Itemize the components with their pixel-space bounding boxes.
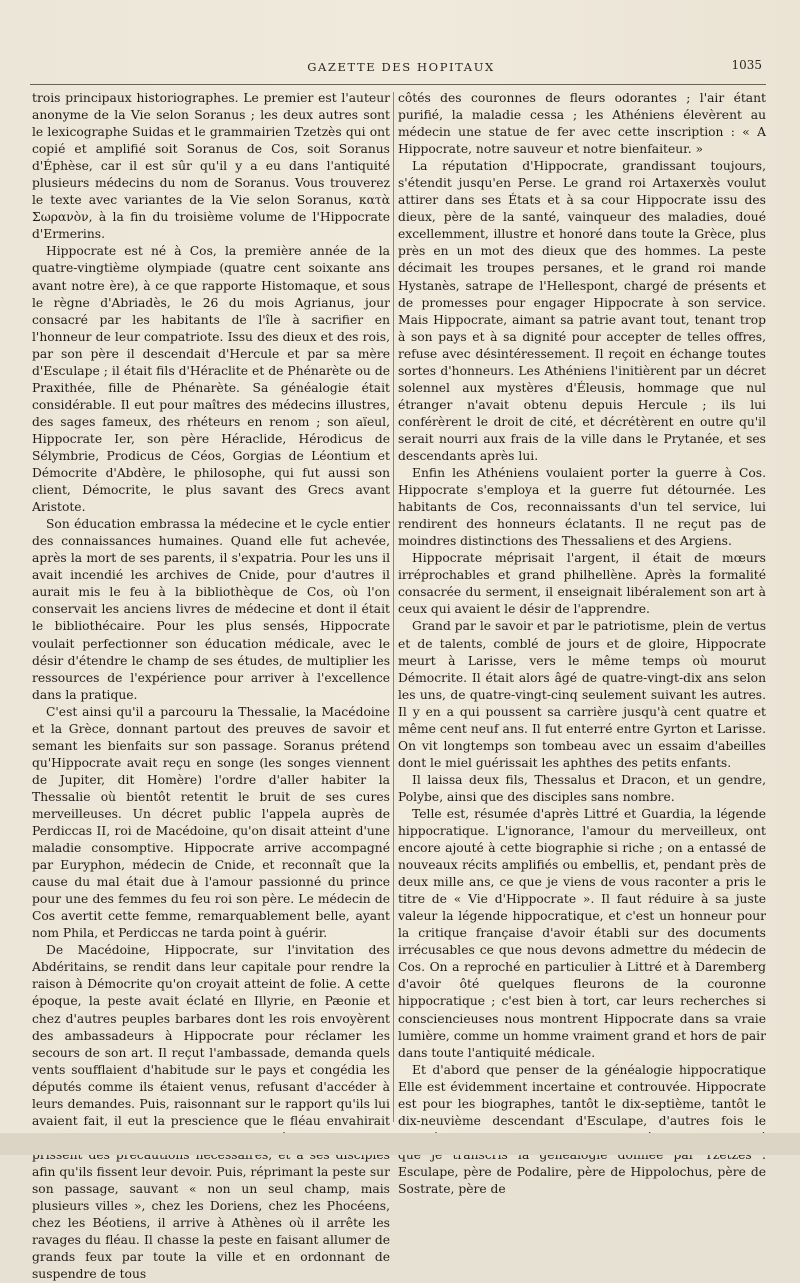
paragraph: Son éducation embrassa la médecine et le cycle entier des connaissances humaines. Quand elle fut achevée, après la mort de ses parents, il s'expatria. Pour les uns il avait incendié les archives de Cnide, pour d'autres il aurait mis le feu à la bibliothèque de Cos, où l'on conservait les anciens livres de médecine et dont il était le bibliothécaire. Pour les plus sensés, Hippocrate voulait perfectionner son éducation médicale, avec le désir d'étendre le champ de ses études, de multiplier les ressources de l'expérience pour arriver à l'excellence dans la pratique. (32, 517, 390, 702)
right-column (398, 90, 766, 1198)
journal-title: GAZETTE DES HOPITAUX (307, 60, 495, 74)
page-header (32, 58, 770, 82)
paragraph: côtés des couronnes de fleurs odorantes ; l'air étant purifié, la maladie cessa ; les Athéniens élevèrent au médecin une statue de fer avec cette inscription : « A Hippocrate, notre sauveur et notre bienfaiteur. » (398, 91, 766, 157)
header-rule (30, 84, 766, 85)
paragraph: Il laissa deux fils, Thessalus et Dracon, et un gendre, Polybe, ainsi que des disciples sans nombre. (398, 772, 766, 804)
paragraph: C'est ainsi qu'il a parcouru la Thessalie, la Macédoine et la Grèce, donnant partout des preuves de savoir et semant les bienfaits sur son passage. Soranus prétend qu'Hippocrate avait reçu en songe (les songes viennent de Jupiter, dit Homère) l'ordre d'aller habiter la Thessalie où bientôt retentit le bruit de ses cures merveilleuses. Un décret public l'appela auprès de Perdiccas II, roi de Macédoine, qu'on disait atteint d'une maladie consomptive. Hippocrate arrive accompagné par Euryphon, médecin de Cnide, et reconnaît que la cause du mal était due à l'amour passionné du prince pour une des femmes du feu roi son père. Le médecin de Cos avertit cette femme, remarquablement belle, ayant nom Phila, et Perdiccas ne tarda point à guérir. (32, 704, 390, 941)
paragraph: La réputation d'Hippocrate, grandissant toujours, s'étendit jusqu'en Perse. Le grand roi Artaxerxès voulut attirer dans ses États et à sa cour Hippocrate issu des dieux, père de la santé, vainqueur des maladies, doué excellemment, illustre et honoré dans toute la Grèce, plus près en un mot des dieux que des hommes. La peste décimait les troupes persanes, et le grand roi mande Hystanès, satrape de l'Hellespont, chargé de présents et de promesses pour engager Hippocrate à son service. Mais Hippocrate, aimant sa patrie avant tout, tenant trop à son pays et à sa dignité pour accepter de telles offres, refuse avec désintéressement. Il reçoit en échange toutes sortes d'honneurs. Les Athéniens l'initièrent par un décret solennel aux mystères d'Éleusis, hommage que nul étranger n'avait obtenu depuis Hercule ; ils lui conférèrent le droit de cité, et décrétèrent en outre qu'il serait nourri aux frais de la ville dans le Prytanée, et ses descendants après lui. (398, 159, 766, 463)
paragraph: trois principaux historiographes. Le premier est l'auteur anonyme de la Vie selon Soranus ; les deux autres sont le lexicographe Suidas et le grammairien Tzetzès qui ont copié et amplifié soit Soranus de Cos, soit Soranus d'Éphèse, car il est sûr qu'il y a eu dans l'antiquité plusieurs médecins du nom de Soranus. Vous trouverez le texte avec variantes de la Vie selon Soranus, κατὰ Σωρανὸν, à la fin du troisième volume de l'Hippocrate d'Ermerins. (32, 91, 390, 242)
paragraph: Hippocrate méprisait l'argent, il était de mœurs irréprochables et grand philhellène. Après la formalité consacrée du serment, il enseignait libéralement son art à ceux qui avaient le désir de l'apprendre. (398, 551, 766, 617)
paragraph: Telle est, résumée d'après Littré et Guardia, la légende hippocratique. L'ignorance, l'amour du merveilleux, ont encore ajouté à cette biographie si riche ; on a entassé de nouveaux récits amplifiés ou embellis, et, pendant près de deux mille ans, ce que je viens de vous raconter a pris le titre de « Vie d'Hippocrate ». Il faut réduire à sa juste valeur la légende hippocratique, et c'est un honneur pour la critique française d'avoir établi sur des documents irrécusables ce que nous devons admettre du médecin de Cos. On a reproché en particulier à Littré et à Daremberg d'avoir ôté quelques fleurons de la couronne hippocratique ; c'est bien à tort, car leurs recherches si consciencieuses nous montrent Hippocrate dans sa vraie lumière, comme un homme vraiment grand et hors de pair dans toute l'antiquité médicale. (398, 806, 766, 1060)
paragraph: Grand par le savoir et par le patriotisme, plein de vertus et de talents, comblé de jours et de gloire, Hippocrate meurt à Larisse, vers le même temps où mourut Démocrite. Il était alors âgé de quatre-vingt-dix ans selon les uns, de quatre-vingt-cinq seulement suivant les autres. Il y en a qui poussent sa carrière jusqu'à cent quatre et même cent neuf ans. Il fut enterré entre Gyrton et Larisse. On vit longtemps son tombeau avec un essaim d'abeilles dont le miel guérissait les aphthes des petits enfants. (398, 619, 766, 770)
left-column (32, 90, 390, 1283)
paragraph: Et d'abord que penser de la généalogie hippocratique Elle est évidemment incertaine et controuvée. Hippocrate est pour les biographes, tantôt le dix-septième, tantôt le dix-neuvième descendant d'Esculape, d'autres fois le Esculape, père de Podalire, père de Hippolochus, père de Sostrate, père de (398, 1062, 766, 1196)
paragraph: Hippocrate est né à Cos, la première année de la quatre-vingtième olympiade (quatre cent soixante ans avant notre ère), à ce que rapporte Histomaque, et sous le règne d'Abriadès, le 26 du mois Agrianus, jour consacré par les habitants de l'île à sacrifier en l'honneur de leur compatriote. Issu des dieux et des rois, par son père il descendait d'Hercule et par sa mère d'Esculape ; il était fils d'Héraclite et de Phénarète ou de Praxithée, fille de Phénarète. Sa généalogie était considérable. Il eut pour maîtres des médecins illustres, des sages fameux, des rhéteurs en renom ; son aïeul, Hippocrate Ier, son père Héraclide, Hérodicus de Sélymbrie, Prodicus de Céos, Gorgias de Léontium et Démocrite d'Abdère, le philosophe, qui fut aussi son client, Démocrite, le plus savant des Grecs avant Aristote. (32, 244, 390, 515)
paragraph: De Macédoine, Hippocrate, sur l'invitation des Abdéritains, se rendit dans leur capitale pour rendre la raison à Démocrite qu'on croyait atteint de folie. A cette époque, la peste avait éclaté en Illyrie, en Pæonie et chez d'autres peuples barbares dont les rois envoyèrent des ambassadeurs à Hippocrate pour réclamer les secours de son art. Il reçut l'ambassade, demanda quels vents soufflaient d'habitude sur le pays et congédia les députés comme ils étaient venus, refusant d'accéder à leurs demandes. Puis, raisonnant sur le rapport qu'ils lui avaient fait, il eut la prescience que le fléau envahirait afin qu'ils fissent leur devoir. Puis, réprimant la peste sur son passage, sauvant « non un seul champ, mais plusieurs villes », chez les Doriens, chez les Phocéens, chez les Béotiens, il arrive à Athènes où il arrête les ravages du fléau. Il chasse la peste en faisant allumer de grands feux par toute la ville et en ordonnant de suspendre de tous (32, 943, 390, 1282)
paragraph: Enfin les Athéniens voulaient porter la guerre à Cos. Hippocrate s'employa et la guerre fut détournée. Les habitants de Cos, reconnaissants d'un tel service, lui rendirent des honneurs éclatants. Il ne reçut pas de moindres distinctions des Thessaliens et des Argiens. (398, 466, 766, 549)
page-bottom-edge (0, 1133, 800, 1155)
column-divider (393, 92, 394, 1122)
page-number: 1035 (731, 58, 762, 72)
